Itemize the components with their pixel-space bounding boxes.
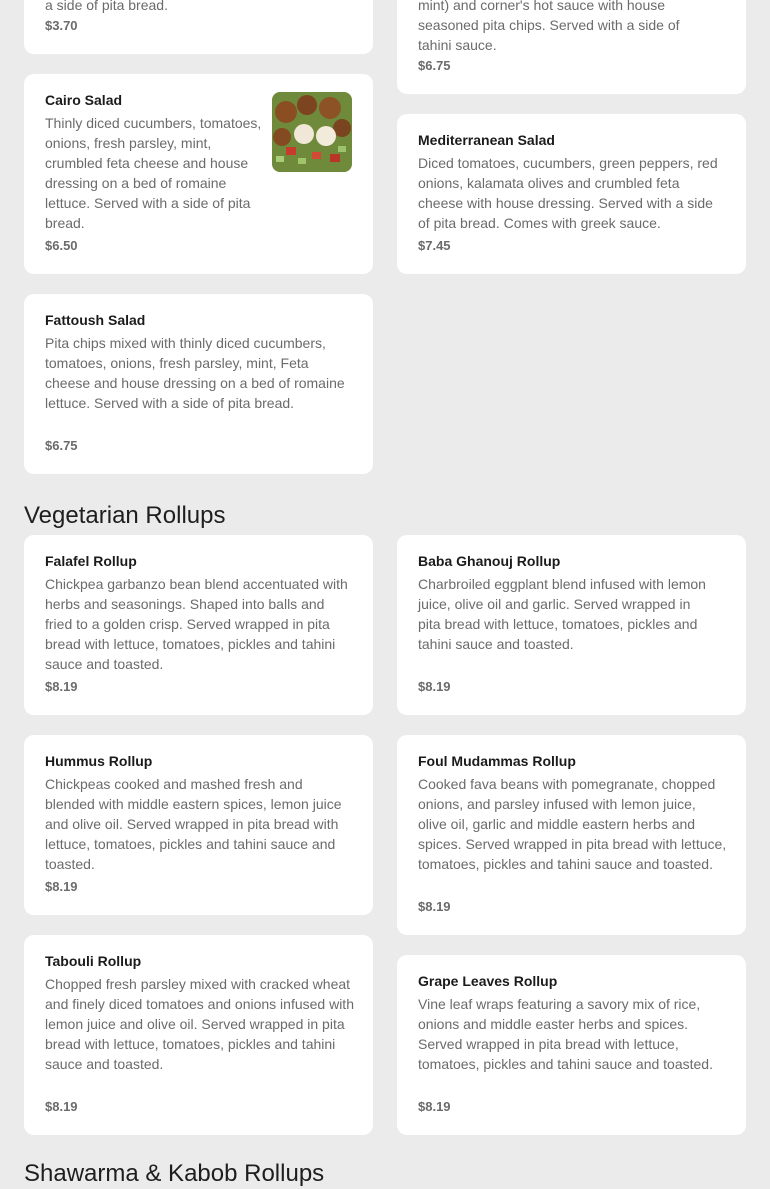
item-name: Mediterranean Salad bbox=[418, 132, 555, 148]
menu-item-card[interactable] bbox=[397, 0, 746, 94]
menu-item-card[interactable] bbox=[24, 735, 373, 915]
item-price: $3.70 bbox=[45, 18, 78, 33]
section-title: Shawarma & Kabob Rollups bbox=[24, 1160, 325, 1187]
menu-item-card[interactable] bbox=[24, 535, 373, 715]
item-price: $6.75 bbox=[418, 58, 451, 73]
item-price: $7.45 bbox=[418, 238, 451, 253]
item-description: Chickpea garbanzo bean blend accentuated with herbs and seasonings. Shaped into balls and fried to a golden crisp. Served wrapped in pita bread with lettuce, tomatoes, pickles and tahini sauce and toasted. bbox=[45, 576, 348, 672]
menu-item-card[interactable] bbox=[24, 74, 373, 274]
item-name: Foul Mudammas Rollup bbox=[418, 753, 576, 769]
menu-item-card[interactable] bbox=[397, 114, 746, 274]
item-price: $8.19 bbox=[418, 1099, 451, 1114]
item-name: Hummus Rollup bbox=[45, 753, 153, 769]
item-description: Chopped fresh parsley mixed with cracked wheat and finely diced tomatoes and onions infused with lemon juice and olive oil. Served wrapped in pita bread with lettuce, tomatoes, pickles and tahini sauce and toasted. bbox=[45, 976, 354, 1072]
item-name: Falafel Rollup bbox=[45, 553, 137, 569]
item-price: $6.50 bbox=[45, 238, 78, 253]
menu-item-card[interactable] bbox=[397, 535, 746, 715]
item-description: Diced tomatoes, cucumbers, green peppers, red onions, kalamata olives and crumbled feta cheese with house dressing. Served with a side of pita bread. Comes with greek sauce. bbox=[418, 155, 718, 231]
item-name: Tabouli Rollup bbox=[45, 953, 142, 969]
item-name: Grape Leaves Rollup bbox=[418, 973, 558, 989]
menu-item-card[interactable] bbox=[397, 735, 746, 935]
item-name: Cairo Salad bbox=[45, 92, 123, 108]
item-price: $8.19 bbox=[418, 899, 451, 914]
menu-item-card[interactable] bbox=[397, 955, 746, 1135]
item-description: mint) and corner's hot sauce with house seasoned pita chips. Served with a side of tahini sauce. bbox=[418, 0, 680, 53]
item-price: $8.19 bbox=[418, 679, 451, 694]
item-description: Cooked fava beans with pomegranate, chopped onions, and parsley infused with lemon juice, olive oil, garlic and middle eastern herbs and spices. Served wrapped in pita bread with lettuce, tomatoes, pickles and tahini sauce and toasted. bbox=[418, 776, 727, 872]
menu-item-card[interactable] bbox=[24, 0, 373, 54]
item-price: $8.19 bbox=[45, 1099, 78, 1114]
menu-item-card[interactable] bbox=[24, 935, 373, 1135]
item-description: Vine leaf wraps featuring a savory mix of rice, onions and middle easter herbs and spices. Served wrapped in pita bread with lettuce, tomatoes, pickles and tahini sauce and toasted. bbox=[418, 996, 713, 1072]
item-name: Baba Ghanouj Rollup bbox=[418, 553, 561, 569]
item-price: $8.19 bbox=[45, 679, 78, 694]
salad-photo bbox=[272, 92, 352, 172]
item-description: Thinly diced cucumbers, tomatoes, onions, fresh parsley, mint, crumbled feta cheese and house dressing on a bed of romaine lettuce. Served with a side of pita bread. bbox=[45, 115, 262, 231]
section-title: Vegetarian Rollups bbox=[24, 502, 226, 529]
menu-item-card[interactable] bbox=[24, 294, 373, 474]
item-description: Chickpeas cooked and mashed fresh and blended with middle eastern spices, lemon juice and olive oil. Served wrapped in pita bread with lettuce, tomatoes, pickles and tahini sauce and toasted. bbox=[45, 776, 342, 872]
item-price: $8.19 bbox=[45, 879, 78, 894]
item-description: a side of pita bread. bbox=[45, 0, 168, 13]
item-price: $6.75 bbox=[45, 438, 78, 453]
item-name: Fattoush Salad bbox=[45, 312, 146, 328]
item-description: Pita chips mixed with thinly diced cucumbers, tomatoes, onions, fresh parsley, mint, Feta cheese and house dressing on a bed of romaine lettuce. Served with a side of pita bread. bbox=[45, 335, 345, 411]
item-description: Charbroiled eggplant blend infused with lemon juice, olive oil and garlic. Served wrapped in pita bread with lettuce, tomatoes, pickles and tahini sauce and toasted. bbox=[418, 576, 706, 652]
